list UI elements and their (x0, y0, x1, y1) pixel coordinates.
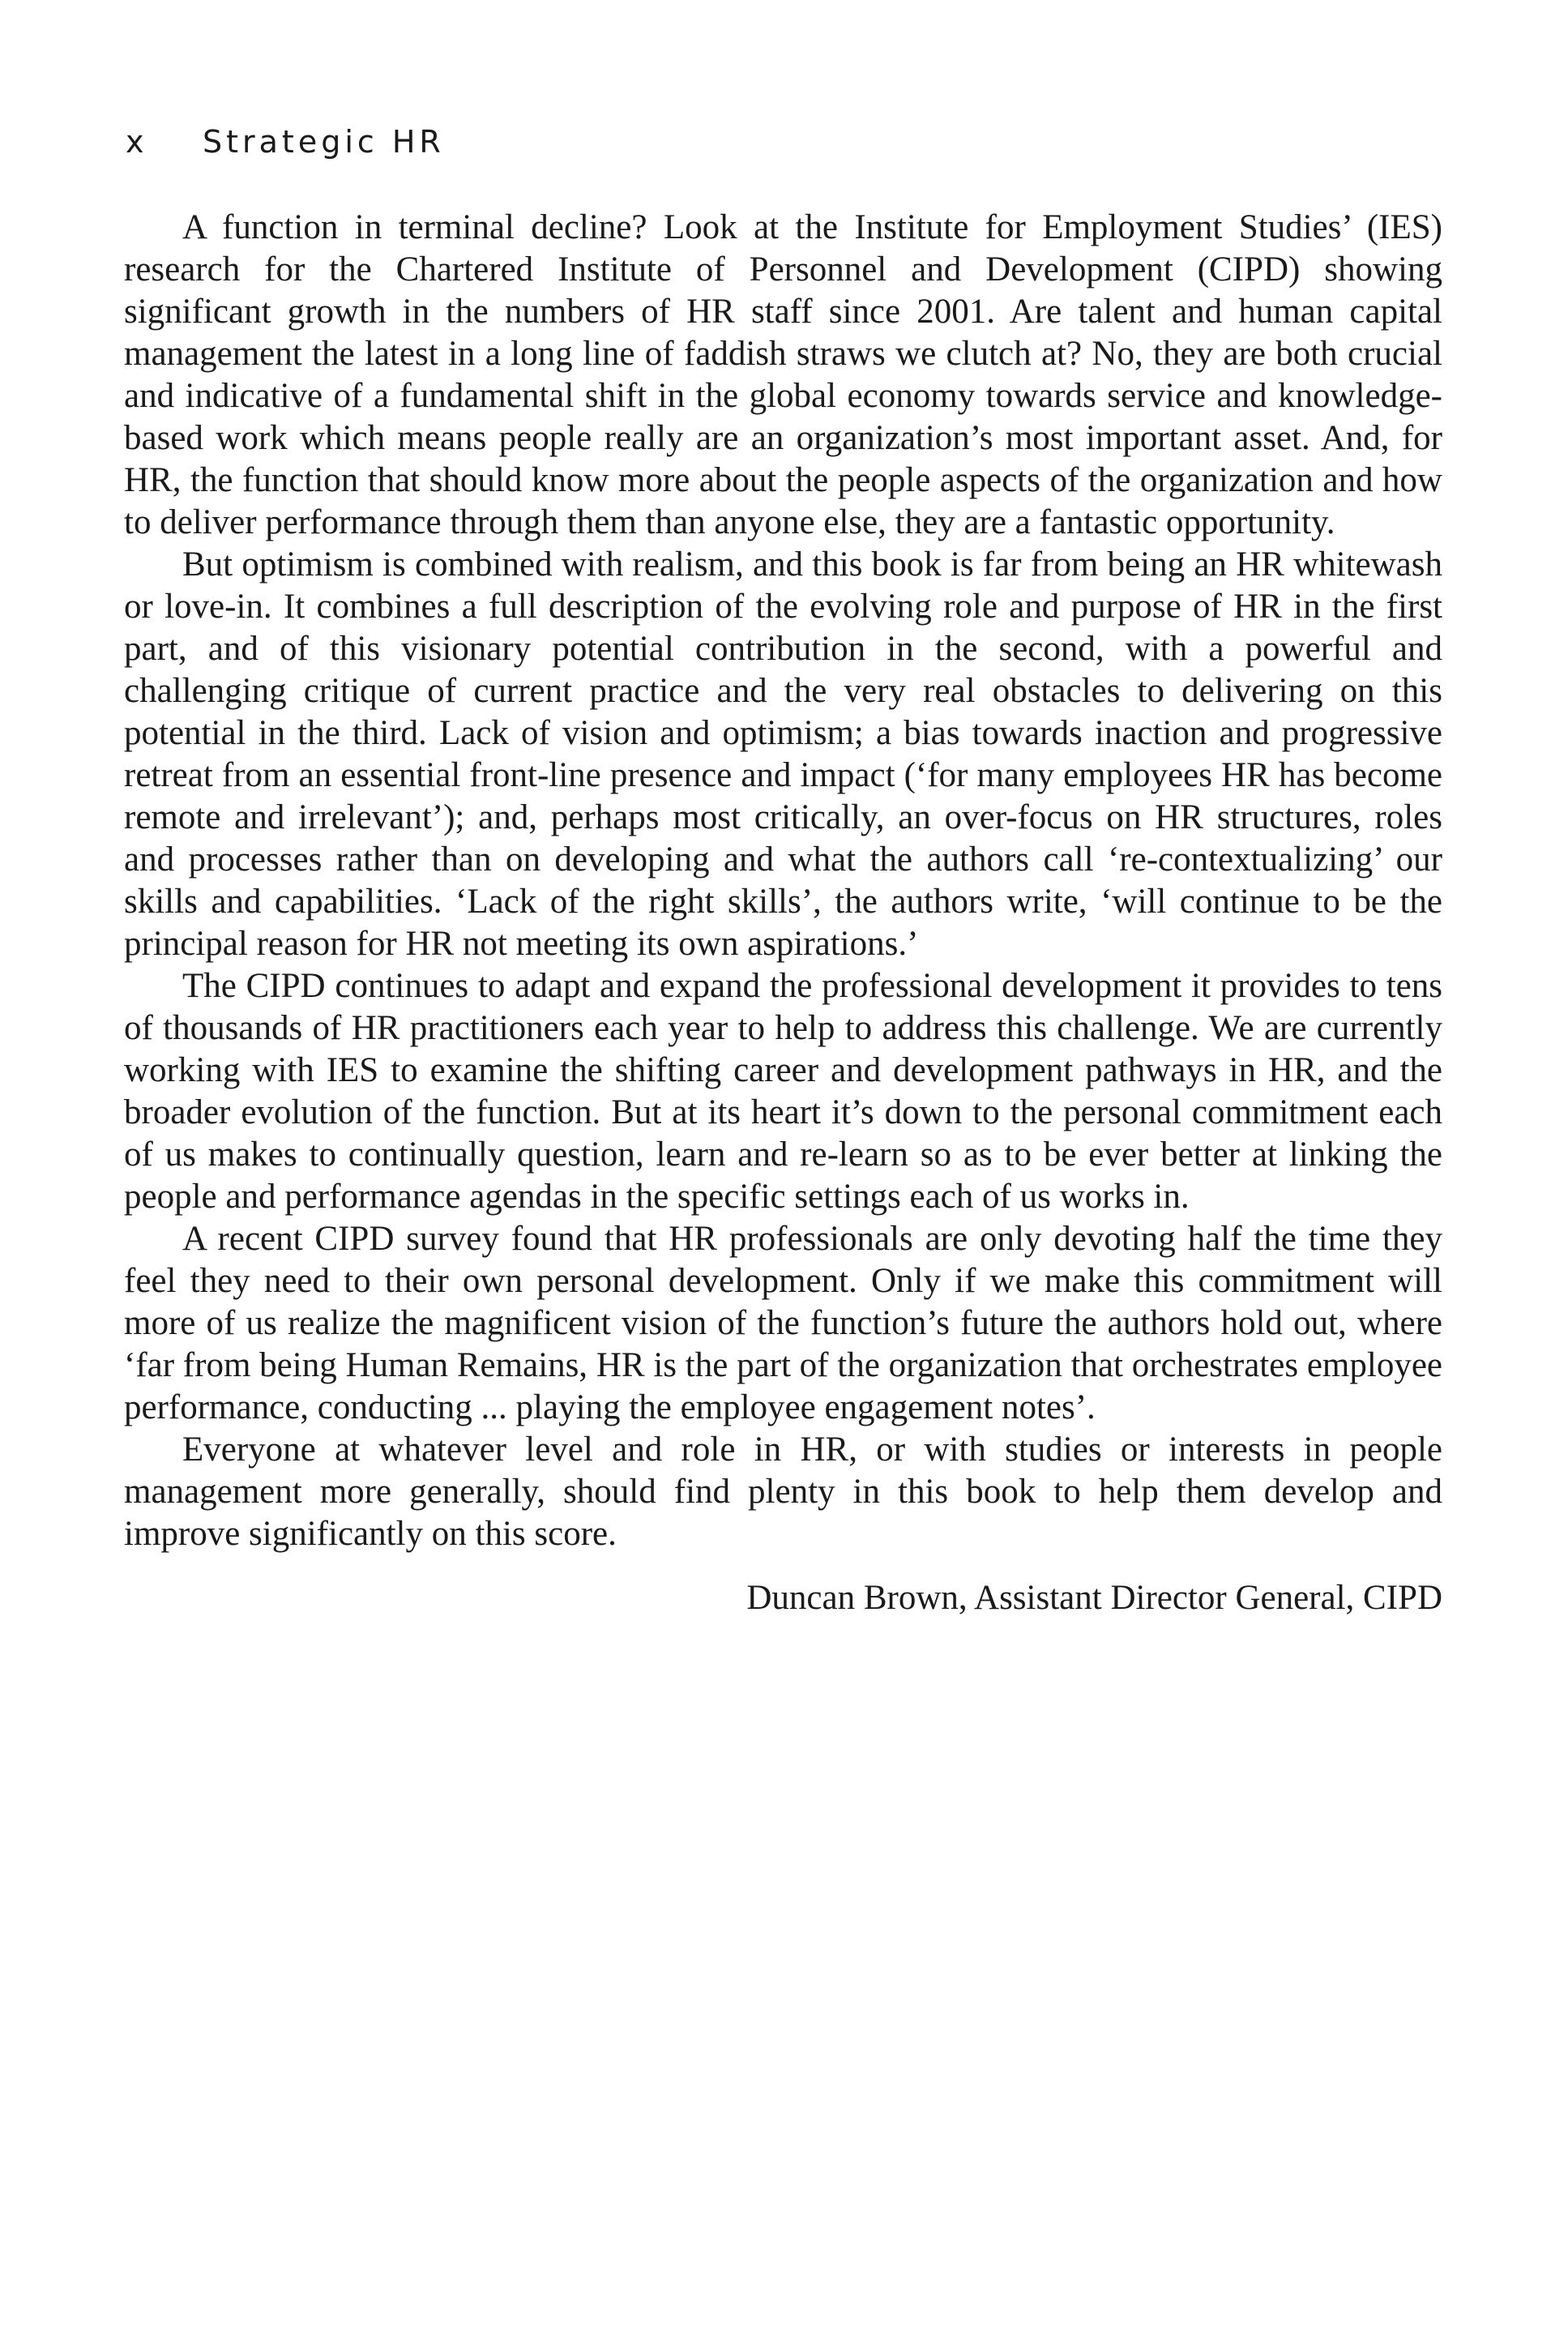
paragraph: A function in terminal decline? Look at the Institute for Employment Studies’ (IES) research for the Chartered Institute of Personnel and Development (CIPD) showing significant growth in the numbers of HR staff since 2001. Are talent and human capital management the latest in a long line of faddish straws we clutch at? No, they are both crucial and indicative of a fundamental shift in the global economy towards service and knowledge-based work which means people really are an organization’s most important asset. And, for HR, the function that should know more about the people aspects of the organization and how to deliver performance through them than anyone else, they are a fantastic opportunity. (124, 208, 1442, 541)
paragraph: A recent CIPD survey found that HR professionals are only devoting half the time they feel they need to their own personal development. Only if we make this commitment will more of us realize the magnificent vision of the function’s future the authors hold out, where ‘far from being Human Remains, HR is the part of the organization that orchestrates employee performance, conducting ... playing the employee engagement notes’. (124, 1220, 1442, 1426)
paragraph: Everyone at whatever level and role in HR, or with studies or interests in people management more generally, should find plenty in this book to help them develop and improve significantly on this score. (124, 1431, 1442, 1553)
paragraph: But optimism is combined with realism, and this book is far from being an HR whitewash or love-in. It combines a full description of the evolving role and purpose of HR in the first part, and of this visionary potential contribution in the second, with a powerful and challenging critique of current practice and the very real obstacles to delivering on this potential in the third. Lack of vision and optimism; a bias towards inaction and progressive retreat from an essential front-line presence and impact (‘for many employees HR has become remote and irrelevant’); and, perhaps most critically, an over-focus on HR structures, roles and processes rather than on developing and what the authors call ‘re-contextualizing’ our skills and capabilities. ‘Lack of the right skills’, the authors write, ‘will continue to be the principal reason for HR not meeting its own aspirations.’ (124, 545, 1442, 963)
foreword-body (124, 207, 1442, 1555)
running-title: Strategic HR (203, 124, 445, 160)
paragraph: The CIPD continues to adapt and expand the professional development it provides to tens of thousands of HR practitioners each year to help to address this challenge. We are currently working with IES to examine the shifting career and development pathways in HR, and the broader evolution of the function. But at its heart it’s down to the personal commitment each of us makes to continually question, learn and re-learn so as to be ever better at linking the people and performance agendas in the specific settings each of us works in. (124, 967, 1442, 1216)
page-number: x (126, 124, 148, 160)
author-signature: Duncan Brown, Assistant Director General, CIPD (746, 1579, 1442, 1617)
running-head (126, 122, 445, 162)
